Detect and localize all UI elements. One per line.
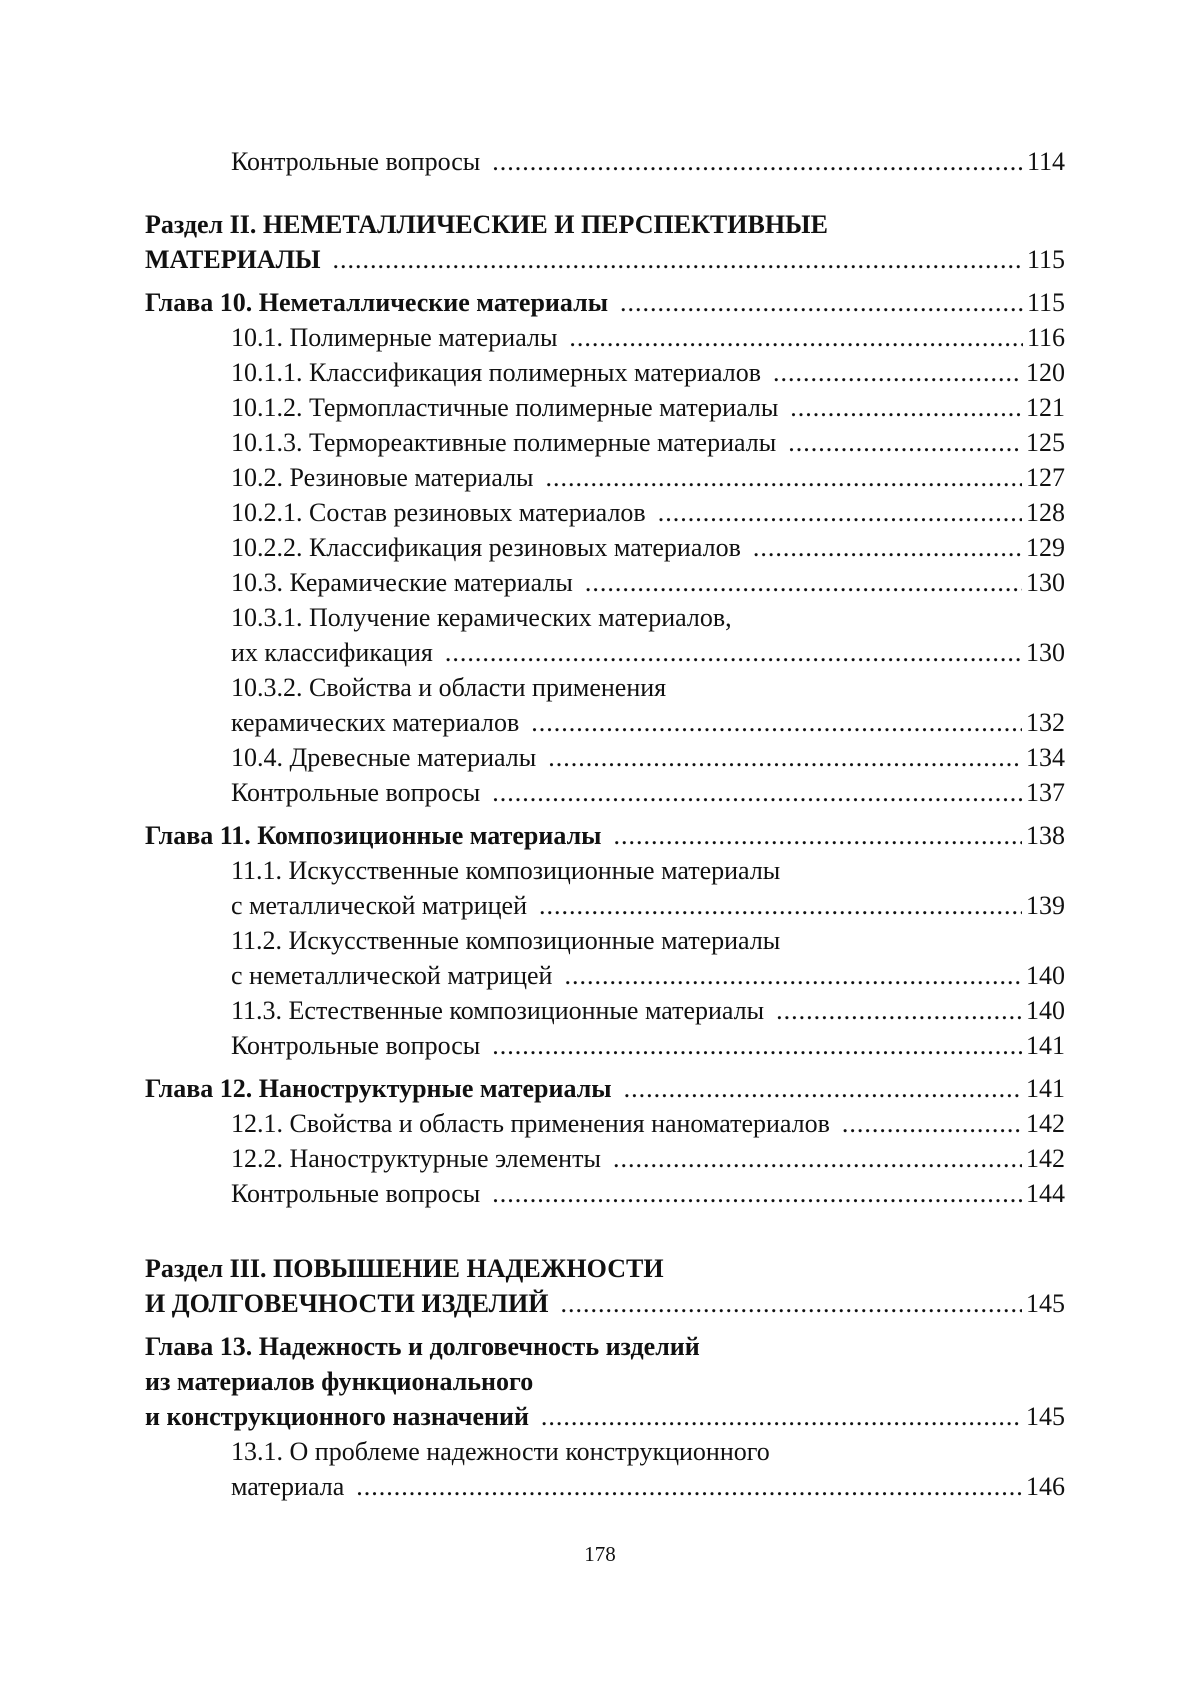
dot-leader [790,390,1022,425]
toc-title: 10.3.1. Получение керамических материалов, [231,603,732,632]
dot-leader [773,355,1022,390]
toc-title: материала [231,1472,345,1501]
toc-entry [145,320,1065,355]
toc-entry [145,390,1065,425]
toc-line [231,530,1065,565]
toc-title: 12.1. Свойства и область применения наноматериалов [231,1109,830,1138]
toc-entry [145,1028,1065,1063]
page-number: 178 [584,1542,616,1566]
toc-line [231,705,1065,740]
toc-line [231,495,1065,530]
toc-line [231,355,1065,390]
toc-line [231,1028,1065,1063]
toc-entry [145,425,1065,460]
toc-page-number: 134 [1026,743,1065,772]
toc-heading [145,285,1065,320]
toc-entry [145,670,1065,740]
toc-title: Глава 12. Наноструктурные материалы [145,1074,612,1103]
toc-entry [145,144,1065,179]
toc-line [145,1251,1065,1286]
toc-entry [145,495,1065,530]
toc-line [145,242,1065,277]
toc-line [231,958,1065,993]
toc-page-number: 137 [1026,778,1065,807]
toc-entry [145,530,1065,565]
toc-page-number: 127 [1026,463,1065,492]
toc-page-number: 132 [1026,708,1065,737]
toc-line [231,888,1065,923]
toc-title: 13.1. О проблеме надежности конструкционного [231,1437,770,1466]
toc-heading [145,818,1065,853]
toc-entry [145,993,1065,1028]
toc-line [145,1286,1065,1321]
toc-title: 10.3.2. Свойства и области применения [231,673,667,702]
toc-line [145,285,1065,320]
toc-title: 10.2.2. Классификация резиновых материалов [231,533,741,562]
dot-leader [620,285,1023,320]
toc-entry [145,853,1065,923]
toc-page-number: 130 [1026,638,1065,667]
toc-entry [145,1106,1065,1141]
toc-entry [145,1176,1065,1211]
toc-page-number: 140 [1026,996,1065,1025]
toc-line [231,993,1065,1028]
toc-title: 11.3. Естественные композиционные материалы [231,996,765,1025]
dot-leader [613,818,1022,853]
toc-title: и конструкционного назначений [145,1402,529,1431]
toc-title: керамических материалов [231,708,520,737]
toc-line [145,1071,1065,1106]
toc-page-number: 145 [1026,1289,1065,1318]
toc-page-number: 120 [1026,358,1065,387]
dot-leader [541,1399,1022,1434]
toc-heading [145,207,1065,277]
dot-leader [569,320,1023,355]
toc-page-number: 128 [1026,498,1065,527]
toc-title: Глава 11. Композиционные материалы [145,821,602,850]
dot-leader [788,425,1022,460]
toc-title: МАТЕРИАЛЫ [145,245,321,274]
toc-entry [145,1141,1065,1176]
dot-leader [624,1071,1022,1106]
toc-line [231,1176,1065,1211]
toc-title: Контрольные вопросы [231,147,481,176]
dot-leader [842,1106,1022,1141]
toc-title: Раздел II. НЕМЕТАЛЛИЧЕСКИЕ И ПЕРСПЕКТИВНЫЕ [145,210,828,239]
toc-line [231,460,1065,495]
toc-title: 11.1. Искусственные композиционные материалы [231,856,781,885]
dot-leader [492,144,1023,179]
dot-leader [564,958,1022,993]
dot-leader [356,1469,1022,1504]
toc-line [231,670,1065,705]
toc-line [231,565,1065,600]
toc-entry [145,775,1065,810]
toc-title: Контрольные вопросы [231,778,481,807]
toc-line [145,207,1065,242]
toc-title: И ДОЛГОВЕЧНОСТИ ИЗДЕЛИЙ [145,1289,549,1318]
toc-page-number: 129 [1026,533,1065,562]
toc-title: Глава 13. Надежность и долговечность изделий [145,1332,700,1361]
toc-title: 12.2. Наноструктурные элементы [231,1144,601,1173]
toc-entry [145,600,1065,670]
toc-page-number: 115 [1026,288,1065,317]
dot-leader [585,565,1022,600]
toc-title: Раздел III. ПОВЫШЕНИЕ НАДЕЖНОСТИ [145,1254,664,1283]
toc-title: 10.1.1. Классификация полимерных материалов [231,358,761,387]
toc-page-number: 125 [1026,428,1065,457]
toc-page-number: 139 [1026,891,1065,920]
toc-page-number: 121 [1026,393,1065,422]
toc-page-number: 142 [1026,1109,1065,1138]
dot-leader [658,495,1022,530]
toc-title: Контрольные вопросы [231,1179,481,1208]
toc-title: из материалов функционального [145,1367,534,1396]
toc-line [145,1399,1065,1434]
dot-leader [492,1028,1022,1063]
toc-line [145,1364,1065,1399]
toc-heading [145,1251,1065,1321]
toc-line [231,320,1065,355]
toc-entry [145,923,1065,993]
toc-page-number: 130 [1026,568,1065,597]
toc-page-number: 116 [1026,323,1065,352]
toc-title: Глава 10. Неметаллические материалы [145,288,609,317]
toc-line [231,390,1065,425]
toc-line [231,425,1065,460]
toc-entry [145,1434,1065,1504]
toc-heading [145,1329,1065,1434]
toc-title: Контрольные вопросы [231,1031,481,1060]
toc-title: 10.1.3. Термореактивные полимерные материалы [231,428,777,457]
toc-title: 10.1.2. Термопластичные полимерные материалы [231,393,779,422]
toc-line [231,600,1065,635]
dot-leader [613,1141,1022,1176]
toc-page-number: 138 [1026,821,1065,850]
dot-leader [333,242,1023,277]
dot-leader [546,460,1022,495]
toc-line [231,923,1065,958]
toc-page-number: 114 [1026,147,1065,176]
toc-line [231,1469,1065,1504]
toc-line [231,635,1065,670]
toc-line [145,818,1065,853]
toc-entry [145,460,1065,495]
toc-page-number: 140 [1026,961,1065,990]
toc-line [231,775,1065,810]
toc-title: с неметаллической матрицей [231,961,553,990]
dot-leader [548,740,1022,775]
toc-line [231,853,1065,888]
toc-line [231,1106,1065,1141]
dot-leader [776,993,1022,1028]
dot-leader [539,888,1022,923]
toc-title: 10.2.1. Состав резиновых материалов [231,498,646,527]
toc-line [231,740,1065,775]
toc-title: 10.2. Резиновые материалы [231,463,534,492]
toc-title: 10.4. Древесные материалы [231,743,537,772]
dot-leader [560,1286,1022,1321]
toc-page-number: 144 [1026,1179,1065,1208]
toc-page-number: 145 [1026,1402,1065,1431]
toc-entry [145,355,1065,390]
toc-title: 10.3. Керамические материалы [231,568,573,597]
toc-line [231,1141,1065,1176]
toc-line [145,1329,1065,1364]
dot-leader [492,1176,1022,1211]
toc-title: их классификация [231,638,433,667]
toc-page-number: 141 [1026,1031,1065,1060]
dot-leader [445,635,1022,670]
toc-entry [145,565,1065,600]
dot-leader [492,775,1022,810]
toc-page-number: 141 [1026,1074,1065,1103]
toc-page-number: 142 [1026,1144,1065,1173]
toc-page-number: 146 [1026,1472,1065,1501]
toc-title: с металлической матрицей [231,891,527,920]
toc-heading [145,1071,1065,1106]
toc-title: 10.1. Полимерные материалы [231,323,558,352]
dot-leader [531,705,1022,740]
toc-line [231,1434,1065,1469]
table-of-contents [145,144,1065,1504]
toc-line [231,144,1065,179]
dot-leader [753,530,1022,565]
toc-page-number: 115 [1026,245,1065,274]
toc-title: 11.2. Искусственные композиционные материалы [231,926,781,955]
toc-entry [145,740,1065,775]
